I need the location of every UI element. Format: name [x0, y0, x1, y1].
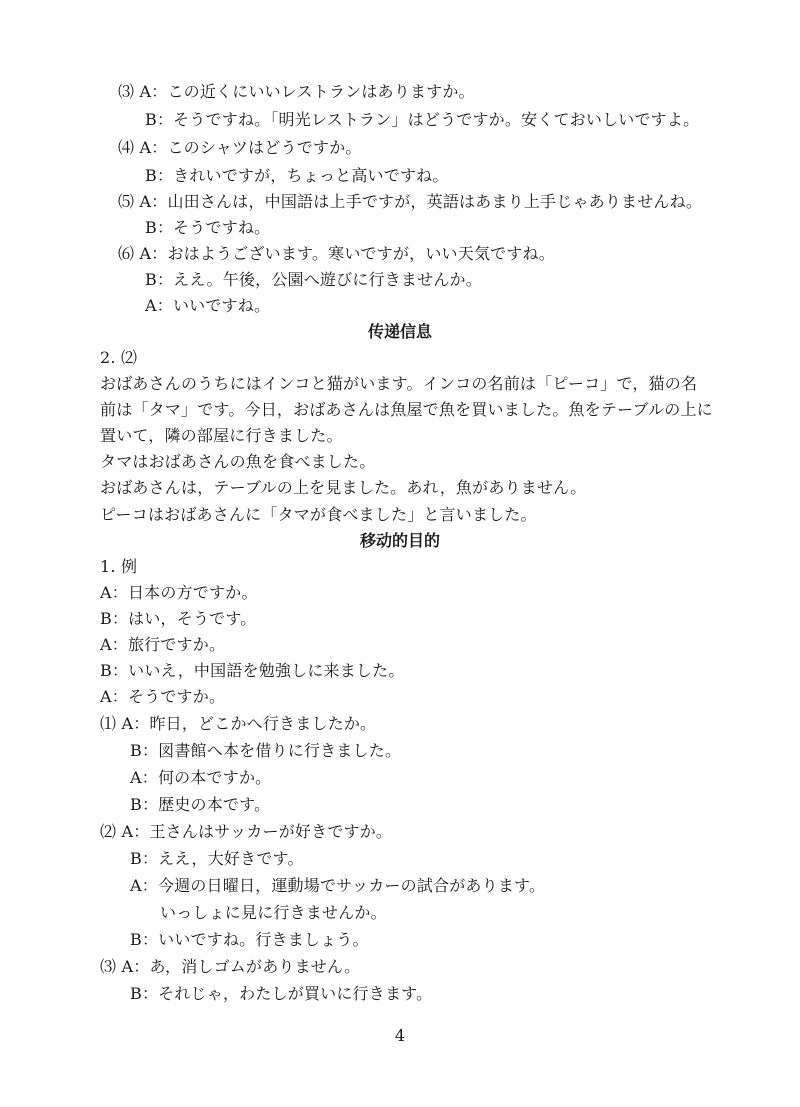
dialog-line: B：ええ，大好きです。: [130, 849, 304, 868]
example-line: B：はい，そうです。: [100, 609, 257, 628]
section-title: 传递信息: [367, 322, 432, 341]
paragraph-line: 置いて，隣の部屋に行きました。: [100, 426, 343, 445]
dialog-line: ⑴ A：昨日，どこかへ行きましたか。: [100, 714, 377, 733]
example-line: A：そうですか。: [100, 687, 226, 706]
exercise-number: 2. ⑵: [100, 348, 138, 367]
paragraph-line: おばあさんのうちにはインコと猫がいます。インコの名前は「ピーコ」で，猫の名: [100, 374, 698, 393]
exercise-number: 1. 例: [100, 557, 138, 576]
dialog-line: B：そうですね。「明光レストラン」はどうですか。安くておいしいですよ。: [145, 110, 700, 129]
example-line: A：日本の方ですか。: [100, 583, 258, 602]
example-line: A：旅行ですか。: [100, 635, 226, 654]
dialog-line: A：何の本ですか。: [130, 768, 272, 787]
dialog-line: B：いいですね。行きましょう。: [130, 930, 369, 949]
page-number: 4: [394, 1026, 406, 1045]
dialog-line: B：きれいですが，ちょっと高いですね。: [145, 166, 449, 185]
dialog-line: いっしょに見に行きませんか。: [160, 903, 387, 922]
paragraph-line: 前は「タマ」です。今日，おばあさんは魚屋で魚を買いました。魚をテーブルの上に: [100, 400, 713, 419]
dialog-line: B：図書館へ本を借りに行きました。: [130, 741, 402, 760]
dialog-line: B：歴史の本です。: [130, 795, 271, 814]
paragraph-line: ピーコはおばあさんに「タマが食べました」と言いました。: [100, 505, 537, 524]
dialog-line: B：それじゃ，わたしが買いに行きます。: [130, 984, 433, 1003]
dialog-line: ⑶ A：あ，消しゴムがありません。: [100, 957, 361, 976]
dialog-line: ⑷ A：このシャツはどうですか。: [118, 138, 362, 157]
dialog-line: ⑹ A：おはようございます。寒いですが，いい天気ですね。: [118, 244, 555, 263]
paragraph-line: タマはおばあさんの魚を食べました。: [100, 452, 376, 471]
dialog-line: B：そうですね。: [145, 218, 271, 237]
dialog-line: A：いいですね。: [145, 296, 271, 315]
paragraph-line: おばあさんは，テーブルの上を見ました。あれ，魚がありません。: [100, 478, 587, 497]
section-title: 移动的目的: [359, 531, 440, 550]
dialog-line: A：今週の日曜日，運動場でサッカーの試合があります。: [130, 876, 546, 895]
dialog-line: ⑸ A：山田さんは，中国語は上手ですが，英語はあまり上手じゃありませんね。: [118, 192, 703, 211]
dialog-line: ⑵ A：王さんはサッカーが好きですか。: [100, 822, 393, 841]
example-line: B：いいえ，中国語を勉強しに来ました。: [100, 661, 405, 680]
dialog-line: B：ええ。午後，公園へ遊びに行きませんか。: [145, 270, 482, 289]
dialog-line: ⑶ A：この近くにいいレストランはありますか。: [118, 82, 475, 101]
